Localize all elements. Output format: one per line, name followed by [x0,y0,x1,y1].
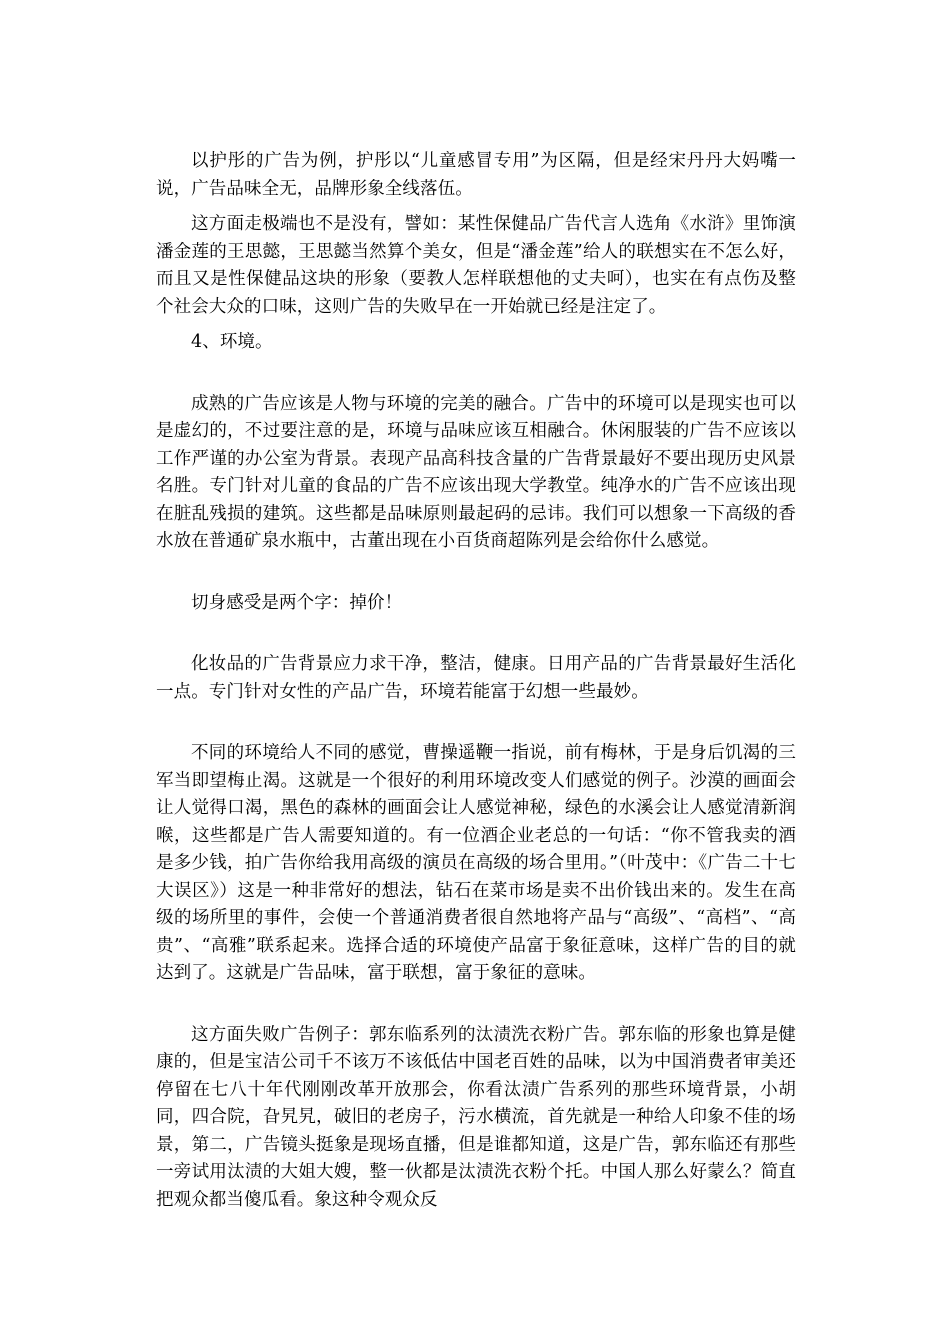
paragraph-failed-ad-example: 这方面失败广告例子：郭东临系列的汰渍洗衣粉广告。郭东临的形象也算是健康的，但是宝洁公司千不该万不该低估中国老百姓的品味，以为中国消费者审美还停留在七八十年代刚刚改革开放那会，你看汰渍广告系列的那些环境背景，小胡同，四合院，旮旯旯，破旧的老房子，污水横流，首先就是一种给人印象不佳的场景，第二，广告镜头挺象是现场直播，但是谁都知道，这是广告，郭东临还有那些一旁试用汰渍的大姐大嫂，整一伙都是汰渍洗衣粉个托。中国人那么好蒙么？简直把观众都当傻瓜看。象这种令观众反 [156,1024,796,1210]
paragraph-different-environments: 不同的环境给人不同的感觉，曹操遥鞭一指说，前有梅林，于是身后饥渴的三军当即望梅止渴。这就是一个很好的利用环境改变人们感觉的例子。沙漠的画面会让人觉得口渴，黑色的森林的画面会让人感觉神秘，绿色的水溪会让人感觉清新润喉，这些都是广告人需要知道的。有一位酒企业老总的一句话：“你不管我卖的酒是多少钱，拍广告你给我用高级的演员在高级的场合里用。”（叶茂中：《广告二十七大误区》）这是一种非常好的想法，钻石在菜市场是卖不出价钱出来的。发生在高级的场所里的事件，会使一个普通消费者很自然地将产品与“高级”、“高档”、“高贵”、“高雅”联系起来。选择合适的环境使产品富于象征意味，这样广告的目的就达到了。这就是广告品味，富于联想，富于象征的意味。 [156,743,796,983]
paragraph-spacer [156,321,796,329]
paragraph-personal-feeling: 切身感受是两个字：掉价！ [191,592,403,613]
paragraph-cosmetics-background: 化妆品的广告背景应力求干净，整洁，健康。日用产品的广告背景最好生活化一点。专门针对女性的产品广告，环境若能富于幻想一些最妙。 [156,654,796,702]
paragraph-spacer [156,203,796,211]
paragraph-environment-fusion: 成熟的广告应该是人物与环境的完美的融合。广告中的环境可以是现实也可以是虚幻的，不过要注意的是，环境与品味应该互相融合。休闲服装的广告不应该以工作严谨的办公室为背景。表现产品高科技含量的广告背景最好不要出现历史风景名胜。专门针对儿童的食品的广告不应该出现大学教堂。纯净水的广告不应该出现在脏乱残损的建筑。这些都是品味原则最起码的忌讳。我们可以想象一下高级的香水放在普通矿泉水瓶中，古董出现在小百货商超陈列是会给你什么感觉。 [156,393,796,551]
document-page [156,148,796,1214]
section-heading-environment: 4、环境。 [191,332,273,352]
paragraph-hufei-example: 以护彤的广告为例，护彤以“儿童感冒专用”为区隔，但是经宋丹丹大妈嘴一说，广告品味全无，品牌形象全线落伍。 [156,151,796,199]
paragraph-spacer [156,706,796,740]
paragraph-spacer [156,556,796,590]
paragraph-spacer [156,357,796,391]
paragraph-spacer [156,988,796,1022]
paragraph-extreme-case: 这方面走极端也不是没有，譬如：某性保健品广告代言人选角《水浒》里饰演潘金莲的王思懿，王思懿当然算个美女，但是“潘金莲”给人的联想实在不怎么好，而且又是性保健品这块的形象（要教人怎样联想他的丈夫呵），也实在有点伤及整个社会大众的口味，这则广告的失败早在一开始就已经是注定了。 [156,214,796,317]
paragraph-spacer [156,617,796,651]
